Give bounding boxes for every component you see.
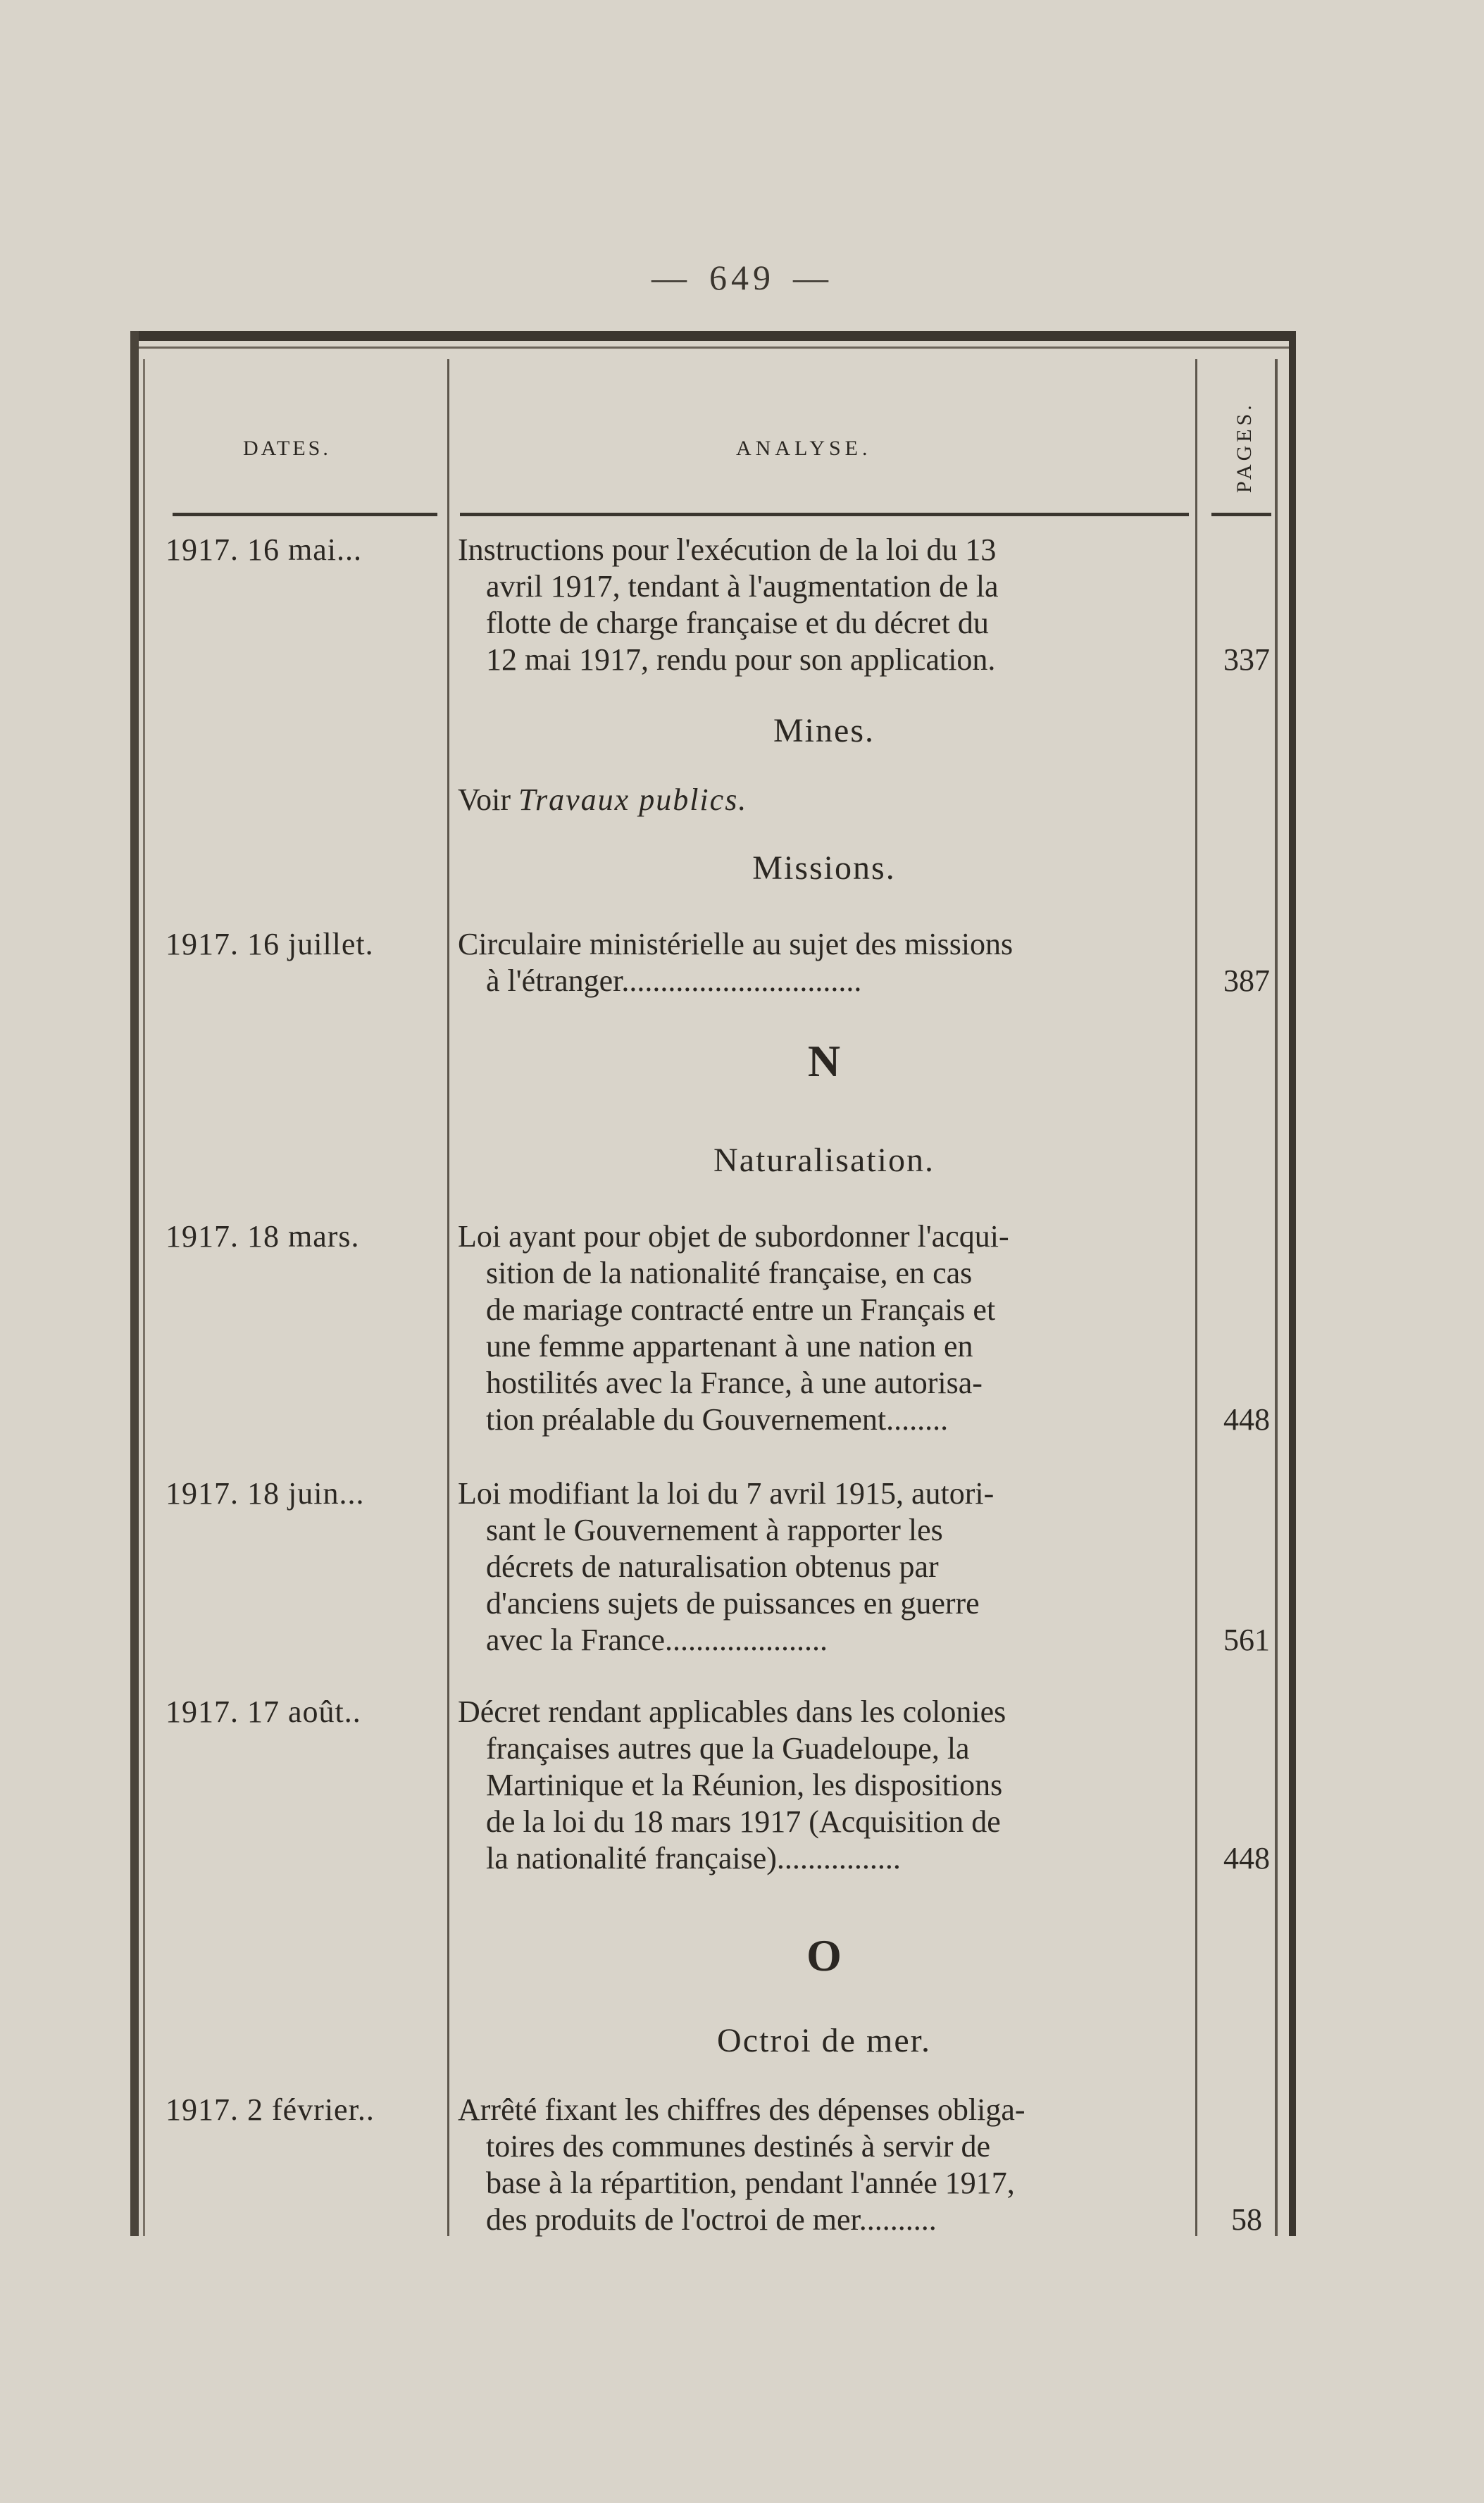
section-heading-naturalisation: Naturalisation.	[713, 1142, 935, 1179]
header-pages: PAGES.	[1233, 401, 1256, 493]
header-rule-pages	[1211, 513, 1271, 516]
header-analyse: ANALYSE.	[736, 437, 872, 460]
column-rule-dates	[447, 359, 449, 2236]
index-table	[130, 331, 1296, 2236]
entry-line: Arrêté fixant les chiffres des dépenses obliga-	[458, 2092, 1025, 2127]
left-border-thin	[143, 359, 145, 2236]
entry-line: décrets de naturalisation obtenus par	[486, 1549, 939, 1584]
entry-text	[458, 926, 1190, 999]
entry-line: de mariage contracté entre un Français et	[486, 1292, 996, 1327]
entry-page: 337	[1223, 642, 1270, 677]
entry-line: base à la répartition, pendant l'année 1917,	[486, 2166, 1015, 2200]
see-also-reference	[458, 782, 747, 818]
right-border	[1289, 331, 1296, 2236]
entry-date: 1917. 16 juillet.	[166, 927, 374, 961]
entry-line: Circulaire ministérielle au sujet des missions	[458, 927, 1014, 961]
entry-line: hostilités avec la France, à une autorisa-	[486, 1366, 983, 1400]
entry-text	[458, 1475, 1190, 1659]
section-letter-o: O	[806, 1930, 842, 1980]
entry-line: tion préalable du Gouvernement........	[486, 1402, 949, 1437]
entry-line: des produits de l'octroi de mer..........	[486, 2202, 937, 2237]
entry-text	[458, 2092, 1190, 2238]
entry-text	[458, 1694, 1190, 1877]
entry-line: toires des communes destinés à servir de	[486, 2129, 991, 2164]
entry-page: 448	[1223, 1841, 1270, 1875]
page-number: — 649 —	[651, 258, 833, 297]
entry-page: 448	[1223, 1402, 1270, 1437]
section-letter-n: N	[807, 1036, 841, 1086]
entry-line: flotte de charge française et du décret du	[486, 606, 989, 640]
entry-line: avec la France.....................	[486, 1623, 828, 1657]
entry-line: sant le Gouvernement à rapporter les	[486, 1513, 943, 1547]
section-heading-mines: Mines.	[773, 712, 875, 749]
entry-line: une femme appartenant à une nation en	[486, 1329, 973, 1363]
entry-line: d'anciens sujets de puissances en guerre	[486, 1586, 980, 1621]
header-rule-analyse	[460, 513, 1189, 516]
top-rule-thin	[130, 347, 1296, 349]
left-border	[130, 331, 139, 2236]
column-rule-analyse	[1195, 359, 1197, 2236]
section-heading-octroi: Octroi de mer.	[717, 2022, 931, 2059]
section-heading-missions: Missions.	[752, 849, 896, 887]
entry-date: 1917. 2 février..	[166, 2092, 375, 2127]
entry-line: Instructions pour l'exécution de la loi du 13	[458, 532, 997, 567]
entry-text	[458, 1218, 1190, 1438]
entry-line: avril 1917, tendant à l'augmentation de la	[486, 569, 999, 604]
entry-line: Loi ayant pour objet de subordonner l'acqui-	[458, 1219, 1009, 1254]
entry-line: la nationalité française)................	[486, 1841, 901, 1875]
entry-line: Décret rendant applicables dans les colonies	[458, 1694, 1006, 1729]
entry-date: 1917. 17 août..	[166, 1694, 361, 1729]
entry-text	[458, 532, 1190, 678]
page-number-value: 649	[709, 258, 775, 297]
entry-line: 12 mai 1917, rendu pour son application.	[486, 642, 996, 677]
entry-line: à l'étranger...............................	[486, 963, 862, 998]
entry-line: Loi modifiant la loi du 7 avril 1915, autori-	[458, 1476, 994, 1511]
see-also-prefix: Voir	[458, 782, 511, 817]
entry-line: de la loi du 18 mars 1917 (Acquisition de	[486, 1804, 1001, 1839]
table-header	[130, 359, 1296, 514]
entry-date: 1917. 18 juin...	[166, 1476, 365, 1511]
entry-page: 387	[1223, 963, 1270, 998]
see-also-target: Travaux publics.	[518, 782, 748, 817]
entry-page: 58	[1231, 2202, 1262, 2237]
column-rule-pages	[1275, 359, 1278, 2236]
header-rule-dates	[173, 513, 437, 516]
top-rule	[130, 331, 1296, 341]
entry-date: 1917. 18 mars.	[166, 1219, 360, 1254]
header-dates: DATES.	[243, 437, 331, 460]
entry-date: 1917. 16 mai...	[166, 532, 362, 567]
entry-line: sition de la nationalité française, en cas	[486, 1256, 973, 1290]
entry-line: Martinique et la Réunion, les dispositions	[486, 1768, 1003, 1802]
entry-page: 561	[1223, 1623, 1270, 1657]
entry-line: françaises autres que la Guadeloupe, la	[486, 1731, 970, 1766]
